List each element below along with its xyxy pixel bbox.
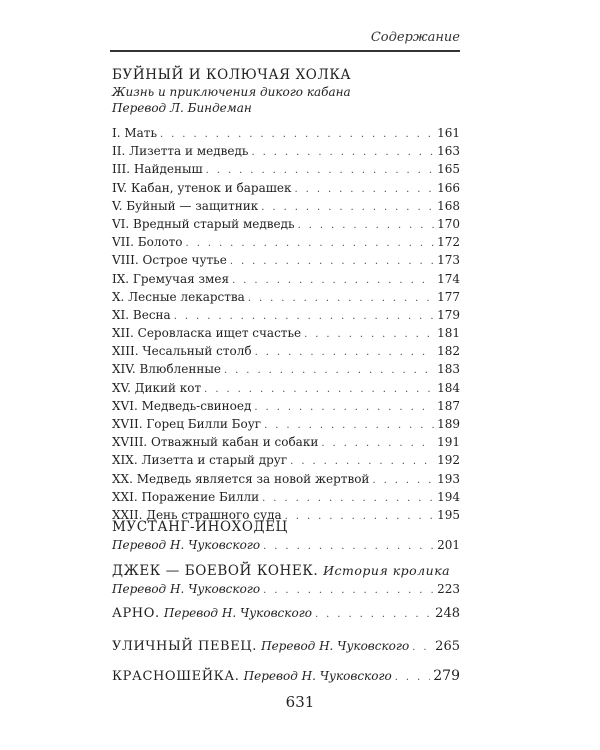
chapter-label: XXI. Поражение Билли <box>112 489 260 504</box>
entry-page: 279 <box>433 668 460 684</box>
chapter-label: XIII. Чесальный столб <box>112 344 252 359</box>
chapter-label: VII. Болото <box>112 235 183 250</box>
chapter-entry <box>112 306 460 324</box>
section-title: ДЖЕК — БОЕВОЙ КОНЕК. <box>112 563 319 579</box>
chapter-entry <box>112 124 460 142</box>
chapter-page: 192 <box>437 453 460 468</box>
section-title-line <box>112 562 460 580</box>
chapter-entry <box>112 360 460 378</box>
section-arno <box>112 604 460 622</box>
chapter-entry <box>112 470 460 488</box>
leader-dots <box>262 490 434 508</box>
leader-dots <box>224 362 434 380</box>
chapter-label: XVIII. Отважный кабан и собаки <box>112 435 319 450</box>
chapter-entry <box>112 142 460 160</box>
chapter-entry <box>112 433 460 451</box>
leader-dots <box>251 144 434 162</box>
entry-page: 201 <box>437 538 460 552</box>
section-subtitle: История кролика <box>323 563 451 578</box>
leader-dots <box>230 253 434 271</box>
chapter-entry <box>112 451 460 469</box>
entry-page: 223 <box>437 582 460 596</box>
chapter-entry <box>112 288 460 306</box>
leader-dots <box>232 272 434 290</box>
section-buyny <box>112 66 460 524</box>
header-rule <box>110 50 460 52</box>
chapter-label: XI. Весна <box>112 307 171 322</box>
toc-entry <box>112 580 460 598</box>
leader-dots <box>254 399 434 417</box>
chapter-page: 165 <box>437 162 460 177</box>
chapter-entry <box>112 397 460 415</box>
chapter-page: 193 <box>437 471 460 486</box>
chapter-label: IV. Кабан, утенок и барашек <box>112 180 292 195</box>
chapter-label: XVI. Медведь-свиноед <box>112 398 252 413</box>
entry-translator: Перевод Н. Чуковского <box>163 606 312 620</box>
section-subtitle: Жизнь и приключения дикого кабана <box>112 85 351 99</box>
chapter-page: 183 <box>437 362 460 377</box>
chapter-entry <box>112 342 460 360</box>
leader-dots <box>304 326 434 344</box>
chapter-page: 187 <box>437 398 460 413</box>
toc-entry <box>112 667 460 685</box>
chapter-page: 172 <box>437 235 460 250</box>
chapter-entry <box>112 215 460 233</box>
chapter-page: 163 <box>437 144 460 159</box>
section-jack <box>112 562 460 598</box>
chapter-entry <box>112 270 460 288</box>
section-title: АРНО. <box>112 606 160 621</box>
entry-title-group <box>112 667 392 686</box>
leader-dots <box>412 639 432 657</box>
chapter-label: V. Буйный — защитник <box>112 198 259 213</box>
section-mustang <box>112 518 460 554</box>
chapter-label: XV. Дикий кот <box>112 380 202 395</box>
chapter-page: 161 <box>437 126 460 140</box>
entry-translator: Перевод Н. Чуковского <box>261 639 410 653</box>
chapter-page: 168 <box>437 198 460 213</box>
chapter-entry <box>112 160 460 178</box>
entry-page: 248 <box>435 606 460 621</box>
chapter-page: 191 <box>437 435 460 450</box>
chapter-label: X. Лесные лекарства <box>112 289 245 304</box>
chapter-page: 194 <box>437 489 460 504</box>
leader-dots <box>248 290 434 308</box>
chapter-page: 177 <box>437 289 460 304</box>
section-singer <box>112 637 460 655</box>
chapter-page: 170 <box>437 216 460 231</box>
toc-entry <box>112 637 460 655</box>
chapter-label: VI. Вредный старый медведь <box>112 216 295 231</box>
chapter-label: XIX. Лизетта и старый друг <box>112 453 288 468</box>
chapter-label: XVII. Горец Билли Боуг <box>112 417 262 431</box>
chapter-entry <box>112 197 460 215</box>
chapter-entry <box>112 379 460 397</box>
chapter-page: 182 <box>437 344 460 359</box>
chapter-entry <box>112 179 460 197</box>
chapter-page: 181 <box>437 326 460 341</box>
chapter-page: 195 <box>437 507 460 522</box>
leader-dots <box>298 217 435 235</box>
chapter-label: XIV. Влюбленные <box>112 362 221 377</box>
leader-dots <box>255 344 435 362</box>
entry-title-group <box>112 604 312 623</box>
chapter-page: 166 <box>437 180 460 195</box>
chapter-page: 184 <box>437 380 460 395</box>
chapter-entry <box>112 488 460 506</box>
running-title: Содержание <box>370 30 460 45</box>
page-number: 631 <box>285 693 315 711</box>
entry-title-group <box>112 637 409 656</box>
section-title: КРАСНОШЕЙКА. <box>112 669 240 684</box>
leader-dots <box>295 181 435 199</box>
entry-translator: Перевод Н. Чуковского <box>243 669 392 683</box>
leader-dots <box>372 472 434 490</box>
leader-dots <box>263 538 434 556</box>
toc-entry <box>112 536 460 554</box>
section-title: БУЙНЫЙ И КОЛЮЧАЯ ХОЛКА <box>112 67 352 83</box>
chapter-list <box>112 124 460 524</box>
section-title: УЛИЧНЫЙ ПЕВЕЦ. <box>112 639 257 654</box>
chapter-entry <box>112 324 460 342</box>
chapter-page: 174 <box>437 271 460 286</box>
chapter-label: VIII. Острое чутье <box>112 253 227 268</box>
chapter-label: II. Лизетта и медведь <box>112 144 249 159</box>
section-translator: Перевод Л. Биндеман <box>112 101 252 115</box>
leader-dots <box>395 669 431 687</box>
chapter-label: XX. Медведь является за новой жертвой <box>112 471 370 486</box>
chapter-entry <box>112 251 460 269</box>
chapter-entry <box>112 233 460 251</box>
section-title: МУСТАНГ-ИНОХОДЕЦ <box>112 519 288 535</box>
entry-page: 265 <box>435 639 460 654</box>
toc-entry <box>112 604 460 622</box>
chapter-label: IX. Гремучая змея <box>112 271 230 286</box>
leader-dots <box>263 582 434 600</box>
chapter-page: 173 <box>437 253 460 268</box>
leader-dots <box>321 435 434 453</box>
chapter-entry <box>112 415 460 433</box>
entry-translator: Перевод Н. Чуковского <box>112 582 261 596</box>
section-redneck <box>112 667 460 685</box>
chapter-page: 189 <box>437 417 460 431</box>
chapter-label: I. Мать <box>112 126 157 140</box>
chapter-label: XII. Серовласка ищет счастье <box>112 326 302 341</box>
leader-dots <box>315 606 432 624</box>
chapter-label: III. Найденыш <box>112 162 203 177</box>
entry-translator: Перевод Н. Чуковского <box>112 538 261 552</box>
chapter-page: 179 <box>437 307 460 322</box>
chapter-label: XXII. День страшного суда <box>112 507 282 522</box>
